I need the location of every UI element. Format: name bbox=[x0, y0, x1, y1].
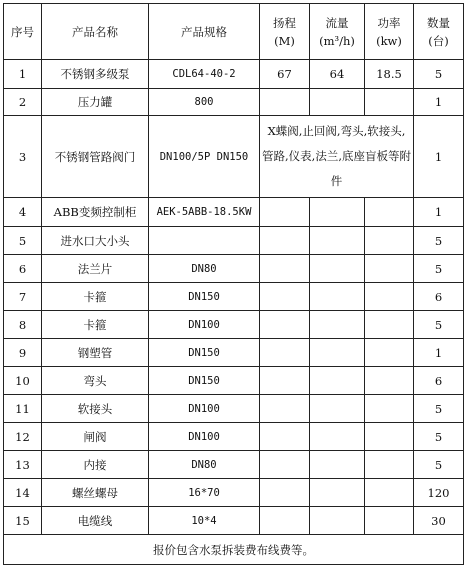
row-spec: DN150 bbox=[149, 283, 260, 311]
row-name: 钢塑管 bbox=[42, 339, 149, 367]
row-power bbox=[365, 89, 414, 116]
table-row bbox=[4, 60, 464, 89]
row-no: 7 bbox=[4, 283, 42, 311]
row-head bbox=[260, 395, 310, 423]
row-qty: 5 bbox=[414, 423, 464, 451]
row-power bbox=[365, 198, 414, 227]
row-power bbox=[365, 339, 414, 367]
footer-note: 报价包含水泵拆装费布线费等。 bbox=[4, 535, 464, 565]
row-power: 18.5 bbox=[365, 60, 414, 89]
row-head bbox=[260, 423, 310, 451]
row-spec: DN80 bbox=[149, 255, 260, 283]
quotation-table-wrapper bbox=[3, 3, 464, 565]
row-name: 内接 bbox=[42, 451, 149, 479]
header-flow bbox=[310, 4, 365, 60]
row-power bbox=[365, 507, 414, 535]
row-head bbox=[260, 311, 310, 339]
row-power bbox=[365, 255, 414, 283]
row-name: 法兰片 bbox=[42, 255, 149, 283]
row-no: 4 bbox=[4, 198, 42, 227]
row-flow bbox=[310, 89, 365, 116]
row-name: 不锈钢管路阀门 bbox=[42, 116, 149, 198]
row-qty: 6 bbox=[414, 283, 464, 311]
row-no: 8 bbox=[4, 311, 42, 339]
row-flow bbox=[310, 423, 365, 451]
header-spec: 产品规格 bbox=[149, 4, 260, 60]
row-spec bbox=[149, 227, 260, 255]
table-row bbox=[4, 339, 464, 367]
row-name: 压力罐 bbox=[42, 89, 149, 116]
row-spec: DN100/5P DN150 bbox=[149, 116, 260, 198]
row-flow bbox=[310, 339, 365, 367]
row-flow bbox=[310, 479, 365, 507]
row-head bbox=[260, 339, 310, 367]
row-spec: DN100 bbox=[149, 395, 260, 423]
header-qty-label: 数量 bbox=[427, 15, 450, 30]
row-head bbox=[260, 283, 310, 311]
row-qty: 1 bbox=[414, 198, 464, 227]
row-qty: 5 bbox=[414, 451, 464, 479]
row-qty: 120 bbox=[414, 479, 464, 507]
row-no: 14 bbox=[4, 479, 42, 507]
row-flow bbox=[310, 451, 365, 479]
row-spec: 16*70 bbox=[149, 479, 260, 507]
row-spec: DN150 bbox=[149, 339, 260, 367]
row-qty: 6 bbox=[414, 367, 464, 395]
row-spec: DN100 bbox=[149, 423, 260, 451]
row-no: 13 bbox=[4, 451, 42, 479]
row-no: 15 bbox=[4, 507, 42, 535]
row-power bbox=[365, 367, 414, 395]
row-flow bbox=[310, 367, 365, 395]
row-power bbox=[365, 451, 414, 479]
table-row bbox=[4, 423, 464, 451]
table-row bbox=[4, 367, 464, 395]
header-row bbox=[4, 4, 464, 60]
table-row bbox=[4, 283, 464, 311]
row-name: 螺丝螺母 bbox=[42, 479, 149, 507]
row-flow bbox=[310, 395, 365, 423]
table-row bbox=[4, 198, 464, 227]
row-flow: 64 bbox=[310, 60, 365, 89]
row-no: 3 bbox=[4, 116, 42, 198]
row-name: 卡箍 bbox=[42, 283, 149, 311]
row-flow bbox=[310, 311, 365, 339]
row-name: ABB变频控制柜 bbox=[42, 198, 149, 227]
row-spec: DN100 bbox=[149, 311, 260, 339]
table-row bbox=[4, 227, 464, 255]
header-qty-unit: (台) bbox=[428, 33, 449, 48]
row-head bbox=[260, 479, 310, 507]
row-no: 6 bbox=[4, 255, 42, 283]
row-head bbox=[260, 89, 310, 116]
table-row bbox=[4, 395, 464, 423]
row-qty: 5 bbox=[414, 60, 464, 89]
row-head bbox=[260, 255, 310, 283]
row-name: 不锈钢多级泵 bbox=[42, 60, 149, 89]
row-spec: 800 bbox=[149, 89, 260, 116]
row-no: 2 bbox=[4, 89, 42, 116]
row-power bbox=[365, 311, 414, 339]
row-name: 闸阀 bbox=[42, 423, 149, 451]
header-head-unit: (M) bbox=[274, 33, 295, 48]
header-no: 序号 bbox=[4, 4, 42, 60]
row-spec: DN80 bbox=[149, 451, 260, 479]
row-head bbox=[260, 227, 310, 255]
row-qty: 1 bbox=[414, 339, 464, 367]
row-qty: 5 bbox=[414, 311, 464, 339]
row-head bbox=[260, 198, 310, 227]
row-no: 12 bbox=[4, 423, 42, 451]
table-row bbox=[4, 89, 464, 116]
quotation-table bbox=[3, 3, 464, 565]
row-flow bbox=[310, 255, 365, 283]
row-power bbox=[365, 283, 414, 311]
row-qty: 5 bbox=[414, 255, 464, 283]
row-head bbox=[260, 451, 310, 479]
row-head bbox=[260, 507, 310, 535]
row-no: 9 bbox=[4, 339, 42, 367]
row-power bbox=[365, 479, 414, 507]
row-qty: 30 bbox=[414, 507, 464, 535]
footer-row bbox=[4, 535, 464, 565]
header-power-label: 功率 bbox=[377, 15, 401, 30]
row-no: 1 bbox=[4, 60, 42, 89]
table-row bbox=[4, 255, 464, 283]
header-head-label: 扬程 bbox=[273, 15, 296, 30]
header-flow-unit: (m³/h) bbox=[319, 33, 355, 48]
row-spec: AEK-5ABB-18.5KW bbox=[149, 198, 260, 227]
row-head bbox=[260, 367, 310, 395]
row-qty: 5 bbox=[414, 395, 464, 423]
row-accessories-note: X蝶阀,止回阀,弯头,软接头,管路,仪表,法兰,底座盲板等附件 bbox=[260, 116, 414, 198]
row-qty: 5 bbox=[414, 227, 464, 255]
table-row bbox=[4, 479, 464, 507]
table-row bbox=[4, 116, 464, 198]
row-no: 11 bbox=[4, 395, 42, 423]
row-spec: 10*4 bbox=[149, 507, 260, 535]
row-no: 5 bbox=[4, 227, 42, 255]
row-qty: 1 bbox=[414, 116, 464, 198]
row-name: 卡箍 bbox=[42, 311, 149, 339]
header-flow-label: 流量 bbox=[325, 15, 349, 30]
row-spec: CDL64-40-2 bbox=[149, 60, 260, 89]
table-row bbox=[4, 507, 464, 535]
row-flow bbox=[310, 507, 365, 535]
header-qty bbox=[414, 4, 464, 60]
header-power bbox=[365, 4, 414, 60]
header-head bbox=[260, 4, 310, 60]
row-name: 进水口大小头 bbox=[42, 227, 149, 255]
row-name: 电缆线 bbox=[42, 507, 149, 535]
row-spec: DN150 bbox=[149, 367, 260, 395]
row-head: 67 bbox=[260, 60, 310, 89]
table-row bbox=[4, 451, 464, 479]
row-power bbox=[365, 227, 414, 255]
row-qty: 1 bbox=[414, 89, 464, 116]
row-flow bbox=[310, 198, 365, 227]
row-power bbox=[365, 423, 414, 451]
header-name: 产品名称 bbox=[42, 4, 149, 60]
row-no: 10 bbox=[4, 367, 42, 395]
header-power-unit: (kw) bbox=[376, 33, 402, 48]
table-row bbox=[4, 311, 464, 339]
row-flow bbox=[310, 227, 365, 255]
row-power bbox=[365, 395, 414, 423]
row-name: 软接头 bbox=[42, 395, 149, 423]
row-name: 弯头 bbox=[42, 367, 149, 395]
row-flow bbox=[310, 283, 365, 311]
